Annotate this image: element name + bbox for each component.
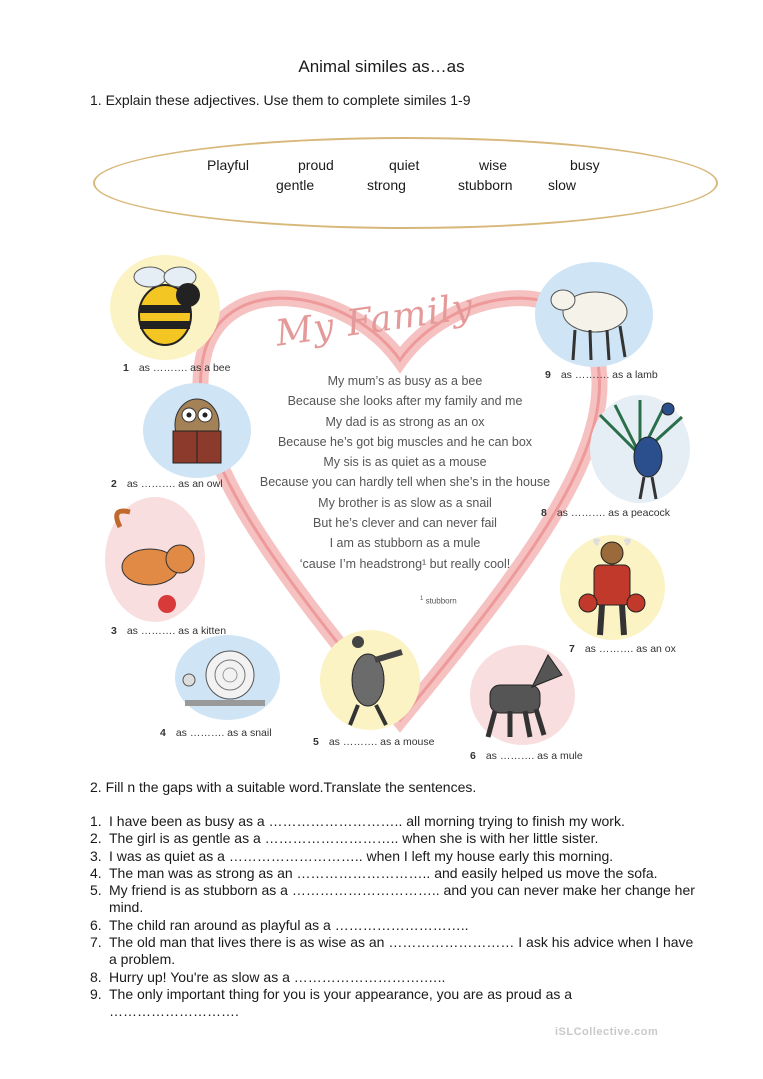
adjective-word: busy (570, 157, 600, 173)
adjective-word: gentle (276, 177, 315, 193)
simile-caption-7: 7 as ………. as an ox (569, 643, 676, 655)
exercise-number: 2. (90, 830, 102, 847)
ox-picture (560, 535, 665, 640)
poem-line: My dad is as strong as an ox (325, 414, 485, 429)
exercise-number: 6. (90, 916, 102, 933)
heart-title: My Family (273, 286, 477, 355)
exercise-item (90, 848, 700, 865)
exercise-item (90, 986, 700, 1021)
poem-line: Because you can hardly tell when she’s in the house (259, 475, 551, 490)
page-title: Animal similes as…as (298, 57, 465, 76)
simile-caption-4: 4 as ………. as a snail (160, 727, 272, 739)
exercise-number: 1. (90, 813, 102, 829)
poem-line: My mum’s as busy as a bee (327, 374, 483, 388)
owl-picture (143, 383, 251, 478)
exercise-list (90, 813, 700, 1021)
exercise-text: The man was as strong as an ……………………….. and easily helped us move the sofa. (109, 864, 658, 881)
adjective-word: Playful (207, 157, 250, 173)
simile-caption-5: 5 as ………. as a mouse (313, 736, 435, 748)
poem (230, 371, 580, 574)
exercise-number: 8. (90, 968, 102, 985)
adjective-word: stubborn (458, 177, 513, 193)
exercise-item (90, 830, 700, 847)
simile-caption-9: 9 as ………. as a lamb (545, 369, 658, 381)
task-1-instruction: 1. Explain these adjectives. Use them to complete similes 1-9 (90, 92, 471, 108)
exercise-text: The girl is as gentle as a ……………………….. when she is with her little sister. (109, 830, 599, 847)
adjective-word: wise (479, 157, 508, 173)
peacock-icon (590, 395, 690, 503)
peacock-picture (590, 395, 690, 503)
poem-line: Because she looks after my family and me (287, 394, 523, 409)
poem-line: My brother is as slow as a snail (318, 495, 492, 510)
exercise-number: 5. (90, 882, 102, 899)
exercise-number: 9. (90, 985, 102, 1002)
lamb-icon (535, 262, 653, 367)
ox-icon (560, 535, 665, 640)
bee-picture (110, 255, 220, 360)
exercise-text: Hurry up! You're as slow as a ……………………….….. (109, 968, 446, 985)
poem-line: My sis is as quiet as a mouse (323, 455, 487, 470)
exercise-item (90, 813, 700, 830)
watermark: iSLCollective.com (555, 1026, 659, 1038)
exercise-text: The old man that lives there is as wise as an ……………………… I ask his advice when I have a problem. (109, 934, 694, 968)
footnote (420, 596, 457, 606)
adjective-word: proud (298, 157, 334, 173)
exercise-number: 7. (90, 934, 102, 951)
adjective-word: slow (548, 177, 577, 193)
exercise-number: 3. (90, 847, 102, 864)
exercise-number: 4. (90, 864, 102, 881)
kitten-picture (105, 497, 205, 622)
kitten-icon (105, 497, 205, 622)
mouse-picture (320, 630, 420, 730)
simile-caption-8: 8 as ………. as a peacock (541, 507, 671, 519)
poem-line: I am as stubborn as a mule (329, 536, 481, 551)
simile-caption-6: 6 as ………. as a mule (470, 750, 583, 762)
bee-icon (110, 255, 220, 360)
footnote-mark: 1 (420, 596, 424, 602)
mule-icon (470, 645, 575, 745)
poem-line: But he’s clever and can never fail (313, 516, 497, 531)
exercise-text: My friend is as stubborn as a ………………………….. and you can never make her change her mind. (109, 882, 695, 916)
exercise-item (90, 882, 700, 917)
exercise-item (90, 917, 700, 934)
mule-picture (470, 645, 575, 745)
footnote-text: stubborn (425, 596, 457, 606)
exercise-item (90, 865, 700, 882)
exercise-text: The only important thing for you is your appearance, you are as proud as a ………………………. (109, 985, 573, 1020)
owl-icon (143, 383, 251, 478)
simile-caption-2: 2 as ………. as an owl (111, 478, 223, 490)
snail-icon (175, 635, 280, 720)
adjective-word: quiet (389, 157, 420, 173)
simile-caption-1: 1 as ………. as a bee (123, 362, 231, 374)
task-2-instruction: 2. Fill n the gaps with a suitable word.Translate the sentences. (90, 779, 477, 795)
exercise-text: The child ran around as playful as a ……………………….. (109, 916, 469, 933)
poem-line: ‘cause I’m headstrong¹ but really cool! (299, 556, 511, 571)
adjective-word: strong (367, 177, 406, 193)
mouse-icon (320, 630, 420, 730)
snail-picture (175, 635, 280, 720)
lamb-picture (535, 262, 653, 367)
exercise-item (90, 969, 700, 986)
exercise-item (90, 934, 700, 969)
poem-line: Because he’s got big muscles and he can box (277, 434, 533, 449)
exercise-text: I was as quiet as a ……………………….. when I left my house early this morning. (109, 847, 614, 864)
simile-caption-3: 3 as ………. as a kitten (111, 625, 227, 637)
exercise-text: I have been as busy as a ……………………….. all morning trying to finish my work. (109, 813, 625, 829)
